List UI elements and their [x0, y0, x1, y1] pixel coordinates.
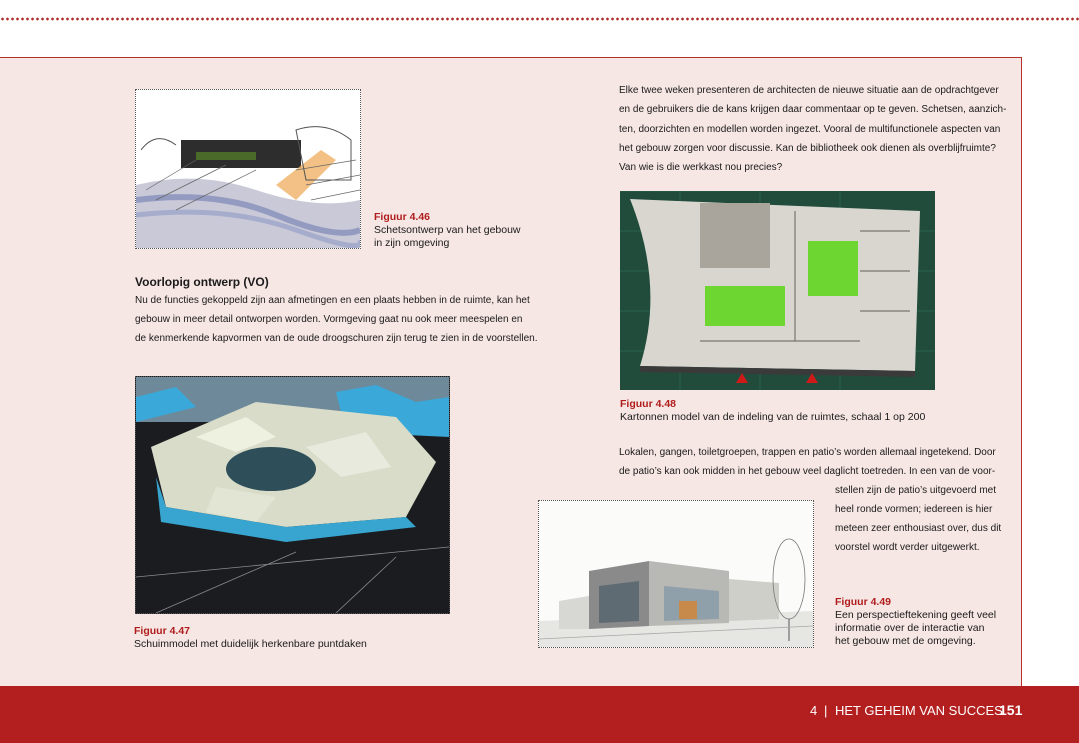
figure-4-48-label: Figuur 4.48 — [620, 398, 677, 410]
right-wrap-line-4: voorstel wordt verder uitgewerkt. — [835, 542, 980, 553]
right-paragraph-line-1: Elke twee weken presenteren de architecten de nieuwe situatie aan de opdrachtgever — [619, 85, 999, 96]
sketch-illustration — [136, 90, 360, 248]
right-wrap-line-1: stellen zijn de patio’s uitgevoerd met — [835, 485, 997, 496]
right-paragraph-line-5: Van wie is die werkkast nou precies? — [619, 162, 783, 173]
figure-4-46-caption-line-2: in zijn omgeving — [374, 237, 450, 249]
figure-4-48-caption: Kartonnen model van de indeling van de ruimtes, schaal 1 op 200 — [620, 411, 926, 423]
section-heading: Voorlopig ontwerp (VO) — [135, 275, 269, 289]
foam-model-illustration — [136, 377, 449, 613]
chapter-separator: | — [824, 703, 828, 718]
right-paragraph-line-2: en de gebruikers die de kans krijgen daar commentaar op te geven. Schetsen, aanzich- — [619, 104, 1007, 115]
section-paragraph-line-3: de kenmerkende kapvormen van de oude droogschuren zijn terug te zien in de voorstellen. — [135, 333, 538, 344]
figure-4-49-caption-line-2: informatie over de interactie van — [835, 622, 985, 634]
figure-4-47-foam-model-photo — [135, 376, 450, 614]
cardboard-model-illustration — [620, 191, 935, 390]
chapter-title: HET GEHEIM VAN SUCCES — [835, 703, 1003, 718]
right-wrap-line-3: meteen zeer enthousiast over, dus dit — [835, 523, 1002, 534]
right-paragraph-line-3: ten, doorzichten en modellen worden ingezet. Vooral de multifunctionele aspecten van — [619, 124, 1001, 135]
perspective-illustration — [539, 501, 813, 647]
page-footer — [0, 686, 1079, 743]
figure-4-49-label: Figuur 4.49 — [835, 596, 892, 608]
dotted-top-rule — [0, 17, 1079, 21]
page-number: 151 — [999, 702, 1023, 718]
figure-4-49-caption-line-3: het gebouw met de omgeving. — [835, 635, 976, 647]
figure-4-48-cardboard-model-photo — [620, 191, 935, 390]
right-mid-paragraph-line-2: de patio’s kan ook midden in het gebouw veel daglicht toetreden. In een van de voor- — [619, 466, 996, 477]
section-paragraph-line-2: gebouw in meer detail ontworpen worden. Vormgeving gaat nu ook meer meespelen en — [135, 314, 523, 325]
figure-4-46-label: Figuur 4.46 — [374, 211, 431, 223]
figure-4-46-sketch-image — [135, 89, 361, 249]
figure-4-47-caption: Schuimmodel met duidelijk herkenbare puntdaken — [134, 638, 367, 650]
right-paragraph-line-4: het gebouw zorgen voor discussie. Kan de bibliotheek ook dienen als overblijfruimte? — [619, 143, 996, 154]
figure-4-49-caption-line-1: Een perspectieftekening geeft veel — [835, 609, 997, 621]
right-mid-paragraph-line-1: Lokalen, gangen, toiletgroepen, trappen en patio’s worden allemaal ingetekend. Door — [619, 447, 996, 458]
figure-4-46-caption-line-1: Schetsontwerp van het gebouw — [374, 224, 521, 236]
figure-4-49-perspective-drawing — [538, 500, 814, 648]
chapter-number: 4 — [810, 703, 818, 718]
right-wrap-line-2: heel ronde vormen; iedereen is hier — [835, 504, 993, 515]
section-paragraph-line-1: Nu de functies gekoppeld zijn aan afmetingen en een plaats hebben in de ruimte, kan het — [135, 295, 530, 306]
figure-4-47-label: Figuur 4.47 — [134, 625, 191, 637]
